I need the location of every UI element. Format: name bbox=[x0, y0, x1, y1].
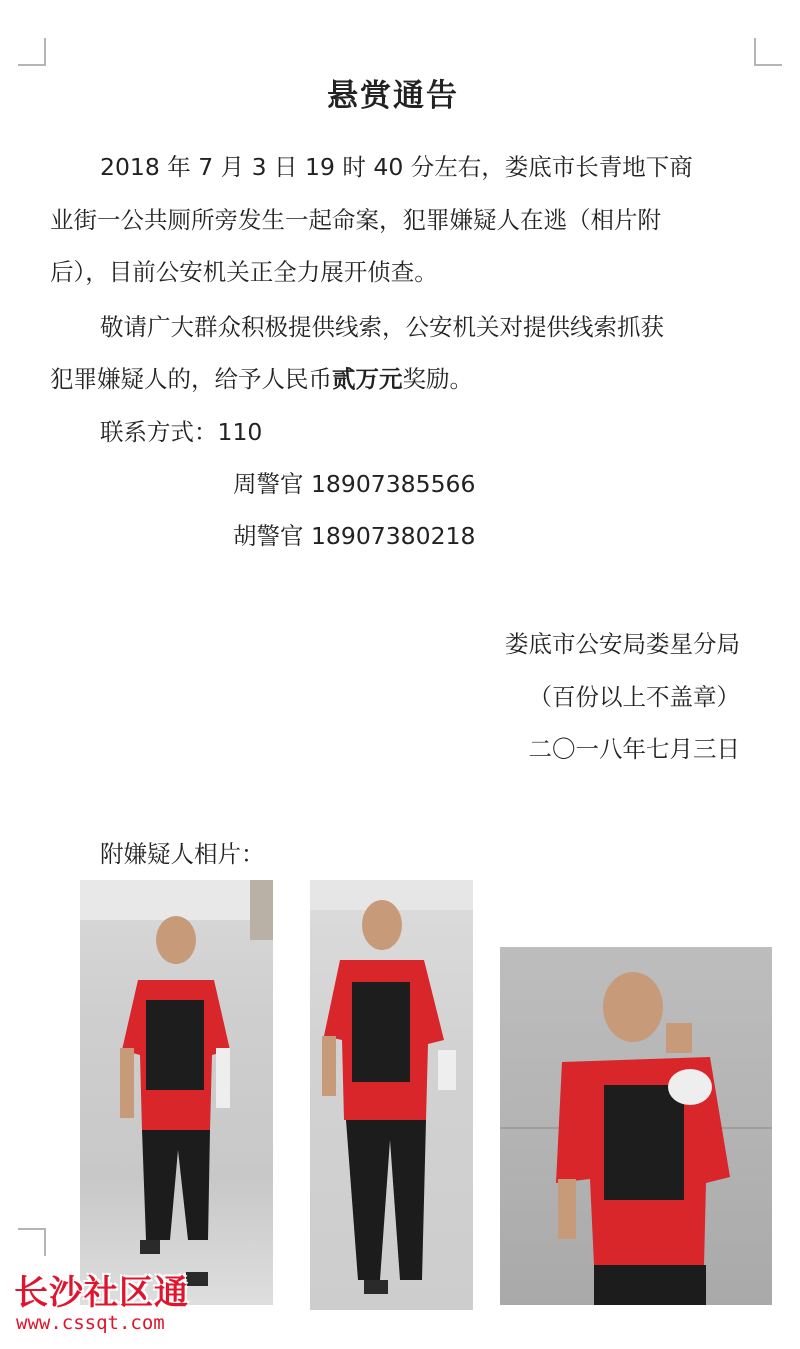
officer-hu: 胡警官 18907380218 bbox=[233, 522, 476, 550]
photos-caption: 附嫌疑人相片： bbox=[100, 840, 265, 868]
suspect-photo-3 bbox=[500, 947, 772, 1305]
suspect-figure-3 bbox=[500, 947, 772, 1305]
reward-line bbox=[50, 365, 473, 393]
reward-amount: 贰万元 bbox=[332, 365, 403, 393]
reward-line-text: 犯罪嫌疑人的，给予人民币 bbox=[50, 365, 332, 393]
officer-zhou: 周警官 18907385566 bbox=[233, 470, 476, 498]
body-line-3: 后），目前公安机关正全力展开侦查。 bbox=[50, 258, 438, 286]
suspect-figure-1 bbox=[80, 880, 273, 1305]
corner-mark-top-right bbox=[754, 38, 782, 66]
body-line-2: 业街一公共厕所旁发生一起命案，犯罪嫌疑人在逃（相片附 bbox=[50, 206, 661, 234]
corner-mark-top-left bbox=[18, 38, 46, 66]
issue-date: 二〇一八年七月三日 bbox=[528, 735, 740, 763]
suspect-photo-1 bbox=[80, 880, 273, 1305]
contact-line: 联系方式：110 bbox=[100, 418, 263, 446]
corner-mark-bottom-left bbox=[18, 1228, 46, 1256]
reward-suffix: 奖励。 bbox=[402, 365, 473, 393]
body-line-4: 敬请广大群众积极提供线索，公安机关对提供线索抓获 bbox=[100, 313, 664, 341]
body-line-1: 2018 年 7 月 3 日 19 时 40 分左右，娄底市长青地下商 bbox=[100, 153, 693, 181]
issuer: 娄底市公安局娄星分局 bbox=[505, 630, 740, 658]
suspect-photo-2 bbox=[310, 880, 473, 1310]
notice-title: 悬赏通告 bbox=[327, 78, 459, 114]
seal-note: （百份以上不盖章） bbox=[528, 683, 740, 711]
watermark-url: www.cssqt.com bbox=[16, 1312, 165, 1334]
suspect-figure-2 bbox=[310, 880, 473, 1310]
watermark-logo-text: 长沙社区通 bbox=[14, 1273, 189, 1313]
